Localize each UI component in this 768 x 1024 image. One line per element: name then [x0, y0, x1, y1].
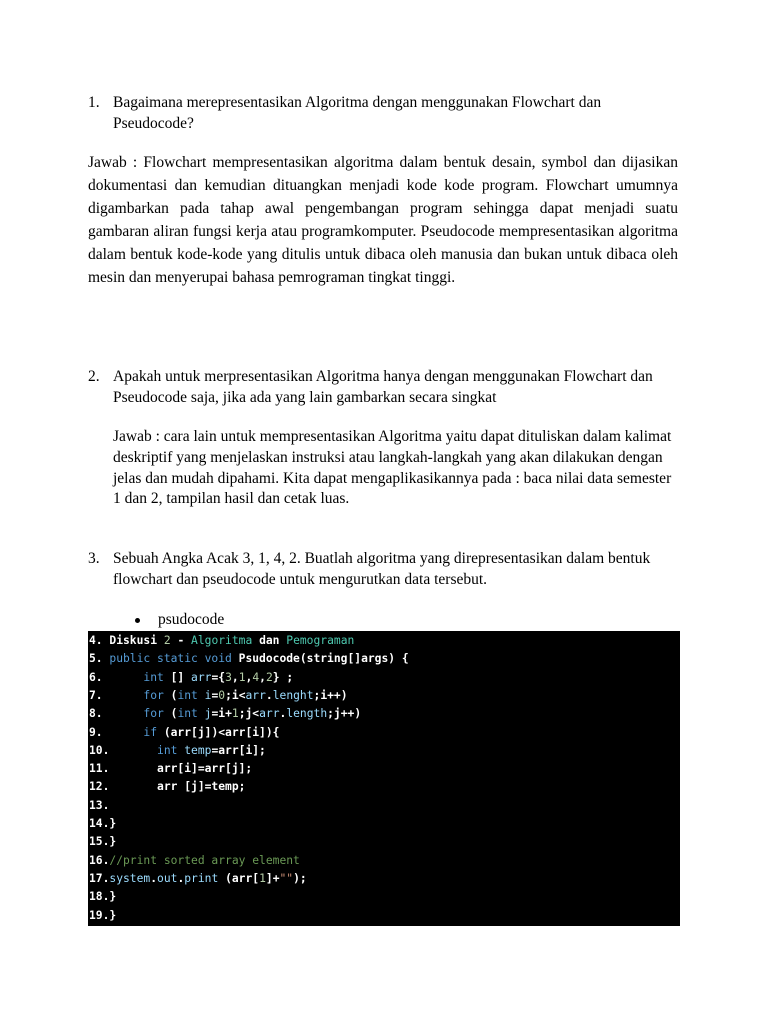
line-number: 15. — [89, 835, 110, 849]
code-token: lenght — [272, 688, 314, 702]
code-line — [89, 632, 354, 650]
code-token: 4 — [252, 670, 260, 684]
code-token: ( — [163, 707, 178, 721]
code-token: dan — [252, 634, 287, 647]
line-number: 11. — [89, 762, 158, 776]
line-number: 8. — [89, 707, 144, 721]
line-number: 5. — [89, 652, 110, 666]
code-token: Psudocode(string[]args) { — [238, 652, 409, 666]
question-number: 2. — [88, 368, 100, 385]
code-token: . — [150, 871, 158, 885]
question-text: Bagaimana merepresentasikan Algoritma dengan menggunakan Flowchart dan Pseudocode? — [113, 94, 602, 132]
code-line — [89, 669, 293, 687]
code-token: } — [109, 817, 117, 830]
line-number: 13. — [89, 798, 110, 812]
question-number: 1. — [88, 94, 100, 111]
code-token: , — [245, 670, 253, 684]
code-line — [89, 724, 279, 742]
code-token: [] — [163, 670, 192, 684]
code-token: public static void — [109, 652, 239, 666]
code-token: int — [157, 743, 178, 757]
code-line — [89, 778, 245, 796]
line-number: 9. — [89, 725, 144, 739]
code-token: length — [286, 707, 328, 721]
question-number: 3. — [88, 550, 100, 567]
code-token: } — [109, 908, 117, 922]
code-line — [89, 888, 116, 906]
code-token: , — [231, 670, 239, 684]
question-text: Sebuah Angka Acak 3, 1, 4, 2. Buatlah algoritma yang direpresentasikan dalam bentuk flowchart dan pseudocode untuk mengurutkan data tersebut. — [113, 550, 651, 588]
code-token: int — [143, 670, 164, 684]
code-token: arr — [259, 707, 280, 721]
code-token: ;j++) — [327, 707, 362, 721]
line-number: 19. — [89, 908, 110, 922]
code-token: . — [265, 688, 273, 702]
code-line — [89, 833, 116, 851]
code-token: ;j< — [238, 707, 260, 721]
bullet-dot-icon — [135, 618, 140, 623]
code-token: ( — [163, 688, 178, 702]
code-token: ;i++) — [313, 688, 348, 702]
code-line — [89, 815, 116, 833]
code-token: 3 — [225, 670, 232, 684]
answer-1: Jawab : Flowchart mempresentasikan algoritma dalam bentuk desain, symbol dan dijasikan dokumentasi dan kemudian dituangkan menjadi kode kode program. Flowchart umumnya digambarkan pada tahap awal pengembangan program sehingga dapat menjadi suatu gambaran aliran fungsi kerja atau programkomputer. Pseudocode mempresentasikan algoritma dalam bentuk kode-kode yang ditulis untuk dibaca oleh manusia dan bukan untuk dibaca oleh mesin dan menyerupai bahasa pemrograman tingkat tinggi. — [88, 154, 678, 286]
code-line — [89, 907, 116, 925]
code-token: 2 — [163, 634, 171, 647]
code-token: ={ — [211, 670, 226, 684]
code-token: Algoritma — [191, 634, 253, 647]
code-block — [88, 631, 680, 926]
code-token: ;i< — [225, 688, 246, 702]
question-3 — [88, 549, 683, 591]
code-token: int — [177, 688, 198, 702]
code-line — [89, 852, 300, 870]
code-token: } — [109, 835, 117, 849]
code-token: arr — [245, 688, 266, 702]
code-token: i — [204, 688, 212, 702]
code-token: j — [204, 707, 212, 721]
code-token: (arr[j])<arr[i]){ — [157, 725, 280, 739]
code-token: 1 — [231, 707, 239, 721]
code-token: 1 — [238, 670, 246, 684]
code-token: "" — [279, 871, 294, 885]
line-number: 7. — [89, 688, 144, 702]
line-number: 16. — [89, 853, 110, 867]
code-token: system — [109, 871, 151, 885]
code-token: , — [259, 670, 266, 684]
line-number: 18. — [89, 890, 110, 904]
line-number: 12. — [89, 780, 158, 794]
question-1 — [88, 93, 683, 135]
code-token: 0 — [218, 688, 226, 702]
code-line — [89, 650, 409, 668]
code-token: ); — [293, 871, 307, 885]
code-token: =i+ — [211, 707, 232, 721]
code-token: out — [157, 871, 178, 885]
code-token: arr — [191, 670, 212, 684]
line-number: 6. — [89, 670, 144, 684]
code-line — [89, 687, 348, 705]
code-token: 2 — [265, 670, 273, 684]
line-number: 14. — [89, 817, 110, 830]
question-2 — [88, 367, 683, 409]
code-token: //print sorted array element — [109, 853, 300, 867]
code-line — [89, 870, 307, 888]
code-line — [89, 797, 109, 815]
code-line — [89, 742, 266, 760]
code-token: (arr[ — [218, 871, 260, 885]
code-token: arr [j]=temp; — [157, 780, 246, 794]
code-token: print — [184, 871, 219, 885]
code-token: Pemograman — [286, 634, 355, 647]
answer-2: Jawab : cara lain untuk mempresentasikan Algoritma yaitu dapat dituliskan dalam kalimat deskriptif yang menjelaskan instruksi atau langkah-langkah yang akan dilakukan dengan jelas dan mudah dipahami. Kita dapat mengaplikasikannya pada : baca nilai data semester 1 dan 2, tampilan hasil dan cetak luas. — [113, 428, 672, 508]
code-line — [89, 705, 361, 723]
line-number: 4. — [89, 634, 110, 647]
bullet-label: psudocode — [158, 611, 225, 628]
code-token: . — [177, 871, 185, 885]
code-token: for — [143, 688, 164, 702]
code-token: Diskusi — [109, 634, 164, 647]
code-token: arr[i]=arr[j]; — [157, 762, 253, 776]
code-token: =arr[i]; — [211, 743, 266, 757]
code-token: 1 — [259, 871, 266, 885]
line-number: 17. — [89, 871, 110, 885]
code-line — [89, 760, 252, 778]
code-token: . — [279, 707, 287, 721]
code-token: = — [211, 688, 219, 702]
code-token: if — [143, 725, 158, 739]
bullet-item — [135, 610, 224, 630]
code-token: temp — [184, 743, 212, 757]
code-token — [198, 689, 205, 702]
line-number: 10. — [89, 743, 158, 757]
question-text: Apakah untuk merpresentasikan Algoritma hanya dengan menggunakan Flowchart dan Pseudocode saja, jika ada yang lain gambarkan secara singkat — [113, 368, 653, 406]
code-token: int — [177, 707, 198, 721]
code-token: ]+ — [265, 871, 280, 885]
code-token: } ; — [272, 670, 294, 684]
code-token — [198, 707, 205, 720]
code-token: for — [143, 707, 164, 721]
code-token: } — [109, 890, 117, 904]
code-token: - — [170, 634, 192, 647]
